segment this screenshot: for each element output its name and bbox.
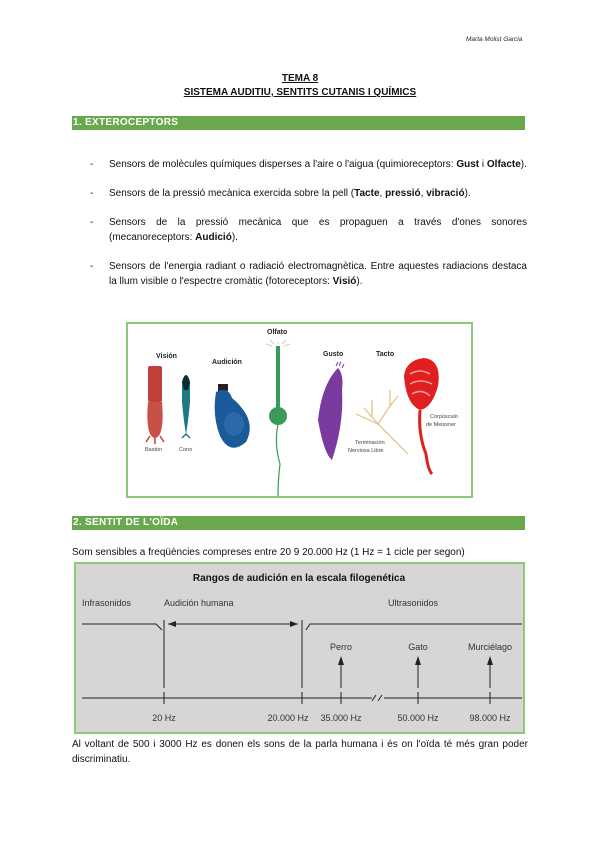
bold-term: Olfacte (486, 159, 521, 170)
label-cono: Cono (179, 447, 193, 453)
bold-term: Visió (332, 276, 357, 287)
text-run: Sensors de la pressió mecànica exercida sobre la pell ( (109, 188, 355, 199)
hearing-intro-text: Som sensibles a freqüències compreses entre 20 9 20.000 Hz (1 Hz = 1 cicle per segon) (72, 547, 465, 558)
label-baston: Bastón (145, 447, 163, 453)
label-audicion: Audición (212, 359, 242, 366)
tick-20000hz: 20.000 Hz (267, 713, 309, 723)
hearing-outro-text: Al voltant de 500 i 3000 Hz es donen els sons de la parla humana i és on l'oïda té més gran poder discriminatiu. (72, 739, 528, 765)
hearing-range-chart (74, 562, 525, 734)
tick-98000hz: 98.000 Hz (469, 713, 511, 723)
bullet-dash: - (90, 217, 94, 228)
text-run: , (379, 188, 386, 199)
bold-term: Audició (195, 232, 232, 243)
section-heading-hearing: 2. SENTIT DE L'OÏDA (72, 516, 525, 530)
label-tacto: Tacto (376, 351, 395, 358)
topic-title: SISTEMA AUDITIU, SENTITS CUTANIS I QUÍMICS (183, 87, 417, 98)
label-gusto: Gusto (323, 351, 344, 358)
list-item (90, 186, 527, 201)
list-item (90, 215, 527, 245)
text-run: Sensors de la pressió mecànica que es propaguen a través d'ones sonores (mecanoreceptors: (109, 217, 527, 243)
label-corpusculo: Corpúsculo (430, 414, 458, 420)
text-run: , (420, 188, 427, 199)
list-item (90, 259, 527, 289)
receptor-illustration (128, 324, 471, 496)
label-ultrasonidos: Ultrasonidos (388, 598, 439, 608)
document-title (0, 72, 600, 100)
label-perro: Perro (329, 642, 353, 652)
tick-20hz: 20 Hz (152, 713, 176, 723)
exteroceptor-list (90, 157, 527, 303)
bold-term: Tacte (354, 188, 380, 199)
text-run: i (479, 159, 487, 170)
label-de-meissner: de Meissner (426, 422, 456, 428)
bold-term: Gust (456, 159, 480, 170)
text-run: Sensors de l'energia radiant o radiació electromagnètica. Entre aquestes radiacions destaca la llum visible o l'espectre cromàtic (fotoreceptors: (109, 261, 527, 287)
label-nerviosa-libre: Nerviosa Libre (348, 448, 384, 454)
cone-cell-icon (182, 375, 190, 438)
label-infrasonidos: Infrasonidos (82, 598, 132, 608)
rod-cell-icon (146, 366, 164, 444)
label-murcielago: Murciélago (467, 642, 513, 652)
text-run: ). (464, 188, 471, 199)
taste-cell-icon (318, 362, 344, 460)
hearing-range-diagram (76, 564, 523, 732)
bold-term: vibració (426, 188, 465, 199)
text-run: ). (356, 276, 363, 287)
text-run: ). (520, 159, 527, 170)
olfactory-neuron-icon (266, 340, 290, 496)
section-heading-exteroceptors: 1. EXTEROCEPTORS (72, 116, 525, 130)
label-olfato: Olfato (267, 329, 288, 336)
tick-50000hz: 50.000 Hz (397, 713, 439, 723)
list-item (90, 157, 527, 172)
hair-cell-icon (215, 384, 250, 448)
text-run: Sensors de molècules químiques disperses a l'aire o l'aigua (quimioreceptors: (109, 159, 457, 170)
bold-term: pressió (385, 188, 421, 199)
label-vision: Visión (156, 353, 177, 360)
label-audicion-humana: Audición humana (164, 598, 234, 608)
chart-title: Rangos de audición en la escala filogenética (192, 573, 406, 584)
tick-35000hz: 35.000 Hz (320, 713, 362, 723)
bullet-dash: - (90, 188, 94, 199)
sensory-receptors-figure (126, 322, 473, 498)
author-name: Marta Molist Garcia (466, 36, 523, 43)
topic-number: TEMA 8 (281, 73, 319, 84)
bullet-dash: - (90, 159, 94, 170)
label-terminacion: Terminación (355, 440, 385, 446)
bullet-dash: - (90, 261, 94, 272)
text-run: ). (231, 232, 238, 243)
label-gato: Gato (408, 642, 428, 652)
